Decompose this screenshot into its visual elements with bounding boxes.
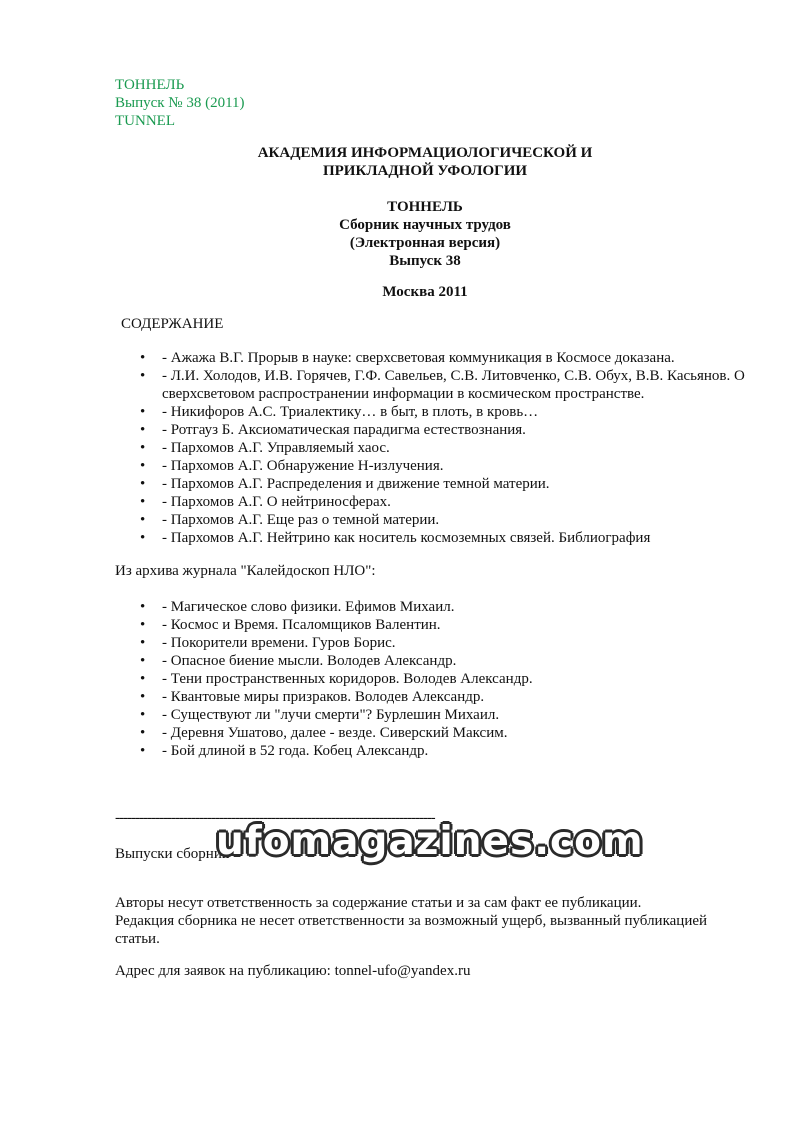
- archive-item[interactable]: [0, 706, 752, 724]
- bullet-icon: •: [140, 404, 146, 420]
- bullet-icon: •: [140, 653, 146, 669]
- collection-issue: Выпуск 38: [389, 253, 461, 269]
- bullet-icon: •: [140, 476, 146, 492]
- bullet-icon: •: [140, 512, 146, 528]
- collection-heading: [0, 198, 800, 270]
- archive-item-text: - Существуют ли "лучи смерти"? Бурлешин Михаил.: [162, 707, 500, 723]
- toc-item[interactable]: [0, 349, 752, 367]
- divider-line: --------------------------------------------------------------------------------: [115, 810, 435, 826]
- disclaimer-line-2: Редакция сборника не несет ответственности за возможный ущерб, вызванный публикацией статьи.: [115, 913, 708, 947]
- masthead-latin-title: TUNNEL: [115, 113, 175, 129]
- bullet-icon: •: [140, 368, 146, 384]
- toc-item[interactable]: [0, 403, 752, 421]
- toc-heading: СОДЕРЖАНИЕ: [121, 316, 224, 332]
- bullet-icon: •: [140, 707, 146, 723]
- toc-item[interactable]: [0, 439, 752, 457]
- archive-item[interactable]: [0, 616, 752, 634]
- toc-item[interactable]: [0, 475, 752, 493]
- archive-item-text: - Магическое слово физики. Ефимов Михаил.: [162, 599, 455, 615]
- toc-item-text: - Пархомов А.Г. Управляемый хаос.: [162, 440, 390, 456]
- academy-line-1: АКАДЕМИЯ ИНФОРМАЦИОЛОГИЧЕСКОЙ И: [257, 145, 593, 161]
- toc-item-text: - Ротгауз Б. Аксиоматическая парадигма естествознания.: [162, 422, 526, 438]
- bullet-icon: •: [140, 689, 146, 705]
- toc-item-text: - Ажажа В.Г. Прорыв в науке: сверхсветовая коммуникация в Космосе доказана.: [162, 350, 675, 366]
- issues-text: Выпуски сборник: [115, 846, 230, 862]
- archive-item-text: - Опасное биение мысли. Володев Александр.: [162, 653, 457, 669]
- archive-item[interactable]: [0, 670, 752, 688]
- toc-item-text: - Пархомов А.Г. Нейтрино как носитель космоземных связей. Библиография: [162, 530, 651, 546]
- academy-line-2: ПРИКЛАДНОЙ УФОЛОГИИ: [322, 163, 528, 179]
- collection-version: (Электронная версия): [349, 235, 501, 251]
- watermark-logo: ufomagazines.com: [216, 819, 644, 864]
- archive-item-text: - Деревня Ушатово, далее - везде. Сиверский Максим.: [162, 725, 508, 741]
- bullet-icon: •: [140, 440, 146, 456]
- bullet-icon: •: [140, 494, 146, 510]
- archive-item[interactable]: [0, 688, 752, 706]
- toc-list: [0, 349, 752, 547]
- collection-subtitle: Сборник научных трудов: [339, 217, 511, 233]
- toc-item[interactable]: [0, 493, 752, 511]
- masthead-issue: Выпуск № 38 (2011): [115, 95, 245, 111]
- toc-item-text: - Л.И. Холодов, И.В. Горячев, Г.Ф. Савельев, С.В. Литовченко, С.В. Обух, В.В. Касьянов. О сверхсветовом распространении информации в космическом пространстве.: [162, 368, 745, 402]
- toc-item[interactable]: [0, 457, 752, 475]
- toc-item-text: - Пархомов А.Г. О нейтриносферах.: [162, 494, 391, 510]
- archive-item[interactable]: [0, 724, 752, 742]
- collection-title: ТОННЕЛЬ: [387, 199, 463, 215]
- toc-item-text: - Пархомов А.Г. Обнаружение Н-излучения.: [162, 458, 444, 474]
- masthead-title: ТОННЕЛЬ: [115, 77, 185, 93]
- disclaimer: [115, 894, 715, 948]
- bullet-icon: •: [140, 743, 146, 759]
- archive-item-text: - Тени пространственных коридоров. Володев Александр.: [162, 671, 533, 687]
- toc-item[interactable]: [0, 511, 752, 529]
- archive-item-text: - Покорители времени. Гуров Борис.: [162, 635, 396, 651]
- bullet-icon: •: [140, 599, 146, 615]
- archive-item[interactable]: [0, 598, 752, 616]
- disclaimer-line-1: Авторы несут ответственность за содержание статьи и за сам факт ее публикации.: [115, 895, 642, 911]
- toc-item-text: - Пархомов А.Г. Распределения и движение темной материи.: [162, 476, 550, 492]
- archive-item[interactable]: [0, 742, 752, 760]
- bullet-icon: •: [140, 458, 146, 474]
- archive-item-text: - Космос и Время. Псаломщиков Валентин.: [162, 617, 441, 633]
- toc-item[interactable]: [0, 367, 752, 403]
- archive-heading: Из архива журнала "Калейдоскоп НЛО":: [115, 563, 376, 579]
- bullet-icon: •: [140, 725, 146, 741]
- bullet-icon: •: [140, 671, 146, 687]
- toc-item[interactable]: [0, 529, 752, 547]
- bullet-icon: •: [140, 530, 146, 546]
- archive-item[interactable]: [0, 652, 752, 670]
- toc-item-text: - Пархомов А.Г. Еще раз о темной материи.: [162, 512, 440, 528]
- masthead: [115, 76, 245, 130]
- archive-list: [0, 598, 752, 760]
- archive-item[interactable]: [0, 634, 752, 652]
- bullet-icon: •: [140, 350, 146, 366]
- bullet-icon: •: [140, 635, 146, 651]
- academy-heading: [0, 144, 800, 180]
- toc-item[interactable]: [0, 421, 752, 439]
- archive-item-text: - Квантовые миры призраков. Володев Александр.: [162, 689, 485, 705]
- bullet-icon: •: [140, 617, 146, 633]
- toc-item-text: - Никифоров А.С. Триалектику… в быт, в плоть, в кровь…: [162, 404, 539, 420]
- archive-item-text: - Бой длиной в 52 года. Кобец Александр.: [162, 743, 429, 759]
- contact-address: Адрес для заявок на публикацию: tonnel-ufo@yandex.ru: [115, 963, 471, 979]
- bullet-icon: •: [140, 422, 146, 438]
- city-year: Москва 2011: [382, 284, 468, 300]
